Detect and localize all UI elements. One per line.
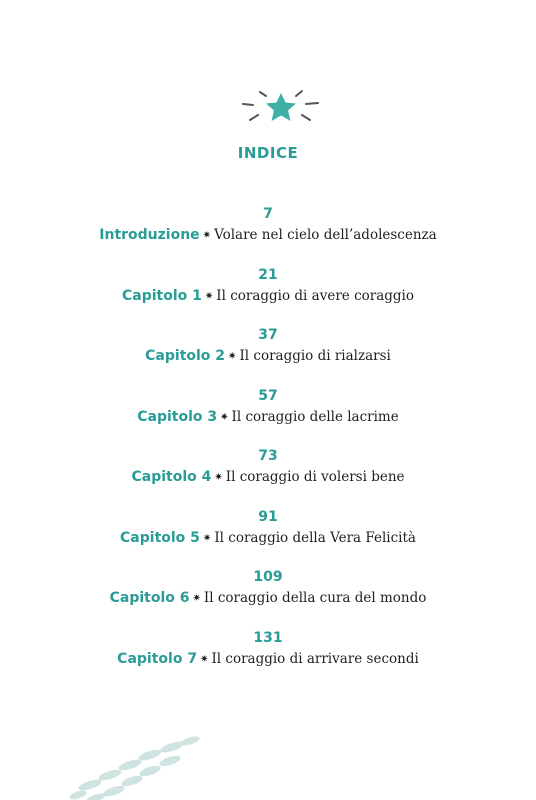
page-title: INDICE (237, 144, 299, 162)
entry-label: Capitolo 5 (120, 529, 200, 546)
toc-entry[interactable] (0, 325, 536, 386)
separator-icon: ✷ (200, 653, 209, 665)
entry-line (0, 406, 536, 430)
entry-line (0, 345, 536, 369)
toc-entry[interactable] (0, 628, 536, 689)
separator-icon: ✷ (202, 532, 212, 544)
star-burst-icon (238, 86, 324, 130)
page-number: 37 (258, 327, 278, 343)
toc-entry[interactable] (0, 567, 536, 628)
entry-label: Capitolo 2 (145, 348, 226, 364)
entry-title: Il coraggio di arrivare secondi (211, 650, 419, 667)
entry-title: Il coraggio della Vera Felicità (214, 529, 416, 546)
leaf-pattern-icon (70, 735, 220, 800)
separator-icon: ✷ (192, 593, 201, 604)
entry-label: Capitolo 7 (117, 650, 198, 667)
page-number: 109 (253, 569, 283, 585)
page-number: 73 (258, 448, 278, 464)
entry-line (0, 648, 536, 672)
page-number: 57 (258, 387, 278, 404)
page-number: 131 (253, 629, 283, 646)
table-of-contents (0, 204, 536, 688)
entry-label: Capitolo 1 (121, 287, 202, 304)
entry-label: Introduzione (99, 227, 200, 243)
separator-icon: ✷ (202, 230, 212, 241)
entry-line (0, 466, 536, 490)
entry-title: Volare nel cielo dell’adolescenza (214, 227, 437, 243)
separator-icon: ✷ (214, 472, 223, 483)
toc-entry[interactable] (0, 265, 536, 326)
entry-label: Capitolo 6 (109, 590, 190, 606)
separator-icon: ✷ (228, 351, 237, 362)
entry-title: Il coraggio di avere coraggio (216, 287, 414, 304)
separator-icon: ✷ (220, 411, 229, 423)
entry-title: Il coraggio della cura del mondo (203, 590, 427, 606)
entry-label: Capitolo 4 (131, 469, 212, 485)
entry-line (0, 224, 536, 248)
entry-line (0, 527, 536, 551)
entry-label: Capitolo 3 (137, 408, 218, 425)
page-number: 7 (263, 206, 273, 222)
toc-entry[interactable] (0, 507, 536, 568)
separator-icon: ✷ (204, 290, 214, 302)
entry-title: Il coraggio delle lacrime (231, 408, 399, 425)
entry-line (0, 285, 536, 309)
toc-entry[interactable] (0, 446, 536, 507)
entry-line (0, 587, 536, 611)
toc-entry[interactable] (0, 386, 536, 447)
entry-title: Il coraggio di volersi bene (225, 469, 405, 485)
entry-title: Il coraggio di rialzarsi (239, 348, 391, 364)
toc-entry[interactable] (0, 204, 536, 265)
page-number: 91 (258, 508, 278, 525)
page-number: 21 (258, 266, 278, 283)
